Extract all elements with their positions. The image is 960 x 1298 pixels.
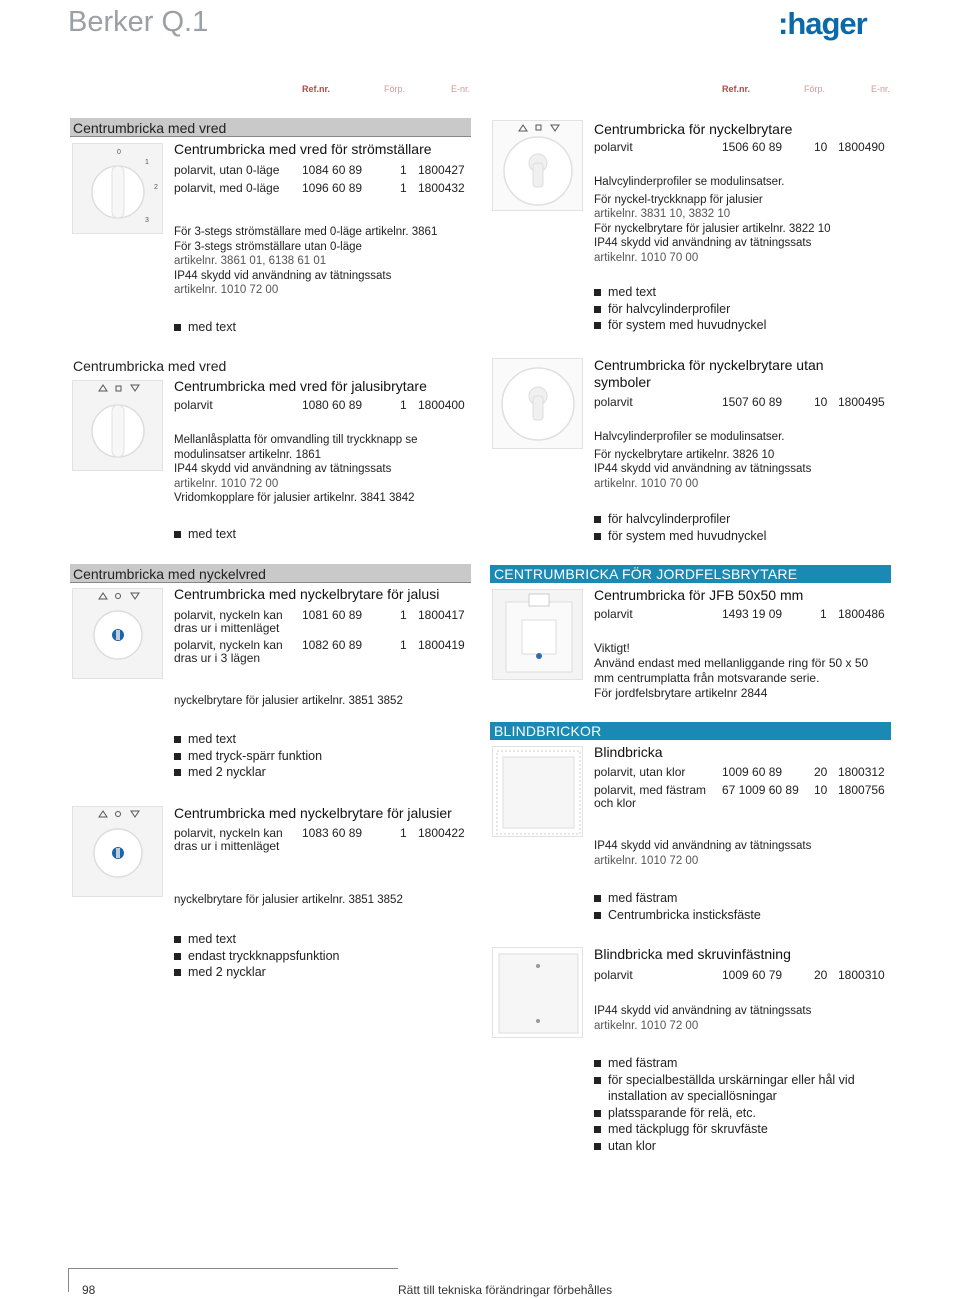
list-item: med text bbox=[174, 319, 236, 336]
section-header-blindbrickor: BLINDBRICKOR bbox=[490, 722, 891, 740]
product-image-vred-jalusi bbox=[72, 380, 163, 471]
product-image-blindbricka-skruv bbox=[492, 947, 583, 1038]
product-title: Centrumbricka för JFB 50x50 mm bbox=[594, 587, 804, 603]
product-title: Centrumbricka med nyckelbrytare för jalusi bbox=[174, 586, 440, 602]
table-row: polarvit, utan klor 1009 60 89 20 1800312 bbox=[594, 765, 885, 779]
table-row: polarvit, nyckeln kan dras ur i mittenläget 1081 60 89 1 1800417 bbox=[174, 608, 465, 635]
list-item: med fästram bbox=[594, 1055, 855, 1072]
product-title: Centrumbricka med vred för jalusibrytare bbox=[174, 378, 427, 394]
product-image-nyckelbrytare-utan-symboler bbox=[492, 358, 583, 449]
list-item: med fästram bbox=[594, 890, 761, 907]
product-title: Centrumbricka för nyckelbrytare utan symboler bbox=[594, 357, 824, 390]
feature-list bbox=[594, 1055, 855, 1154]
feature-list bbox=[174, 731, 322, 781]
table-row: polarvit, nyckeln kan dras ur i 3 lägen 1082 60 89 1 1800419 bbox=[174, 638, 465, 665]
table-row: polarvit 1493 19 09 1 1800486 bbox=[594, 607, 885, 621]
section-header-nyckelvred: Centrumbricka med nyckelvred bbox=[70, 564, 471, 583]
feature-list bbox=[594, 890, 761, 923]
table-row: polarvit 1507 60 89 10 1800495 bbox=[594, 395, 885, 409]
product-title: Centrumbricka med nyckelbrytare för jalusier bbox=[174, 805, 452, 821]
list-item: för halvcylinderprofiler bbox=[594, 511, 766, 528]
feature-list bbox=[174, 319, 236, 336]
list-item: Centrumbricka insticksfäste bbox=[594, 907, 761, 924]
product-notes: nyckelbrytare för jalusier artikelnr. 3851 3852 bbox=[174, 695, 403, 707]
page-title: Berker Q.1 bbox=[68, 6, 209, 38]
page-number: 98 bbox=[82, 1283, 96, 1297]
product-image-blindbricka bbox=[492, 746, 583, 837]
col-enr-right: E-nr. bbox=[871, 84, 891, 94]
product-notes: Halvcylinderprofiler se modulinsatser. För nyckelbrytare artikelnr. 3826 10 IP44 skydd vid användning av tätningssats artikelnr. 1010 70 00 bbox=[594, 431, 812, 490]
hager-logo: :hager bbox=[778, 6, 867, 41]
footer-divider bbox=[68, 1268, 69, 1292]
product-title: Centrumbricka med vred för strömställare bbox=[174, 141, 432, 157]
product-notes: Halvcylinderprofiler se modulinsatser. För nyckel-tryckknapp för jalusier artikelnr. 3831 10, 3832 10 För nyckelbrytare för jalusier artikelnr. 3822 10 IP44 skydd vid användning av tätningssats artikelnr. 1010 70 00 bbox=[594, 176, 831, 264]
list-item: med 2 nycklar bbox=[174, 964, 339, 981]
footer-text: Rätt till tekniska förändringar förbehålles bbox=[398, 1283, 613, 1297]
section-header-vred-2: Centrumbricka med vred bbox=[70, 356, 471, 375]
section-header-vred: Centrumbricka med vred bbox=[70, 118, 471, 137]
table-row: polarvit 1009 60 79 20 1800310 bbox=[594, 968, 885, 982]
list-item: för halvcylinderprofiler bbox=[594, 301, 766, 318]
table-row: polarvit 1506 60 89 10 1800490 bbox=[594, 140, 885, 154]
product-notes: Viktigt! Använd endast med mellanliggande ring för 50 x 50 mm centrumplatta från motsvarande serie. För jordfelsbrytare artikelnr 2844 bbox=[594, 641, 869, 700]
list-item: för system med huvudnyckel bbox=[594, 317, 766, 334]
col-ref: Ref.nr. bbox=[302, 84, 331, 94]
product-image-nyckelbrytare-jalusier bbox=[72, 806, 163, 897]
product-image-nyckelbrytare bbox=[492, 120, 583, 211]
product-title: Blindbricka bbox=[594, 744, 663, 760]
svg-text:1: 1 bbox=[145, 159, 149, 166]
feature-list bbox=[594, 284, 766, 334]
col-ref-right: Ref.nr. bbox=[722, 84, 751, 94]
col-enr: E-nr. bbox=[451, 84, 471, 94]
footer-line bbox=[68, 1268, 398, 1269]
feature-list bbox=[174, 526, 236, 543]
list-item: med text bbox=[174, 931, 339, 948]
product-notes: nyckelbrytare för jalusier artikelnr. 3851 3852 bbox=[174, 894, 403, 906]
table-row: polarvit, nyckeln kan dras ur i mittenläget 1083 60 89 1 1800422 bbox=[174, 826, 465, 853]
list-item: installation av speciallösningar bbox=[608, 1089, 777, 1103]
product-image-vred-stromstallare bbox=[72, 143, 163, 234]
svg-text:3: 3 bbox=[145, 217, 149, 224]
list-item: platssparande för relä, etc. bbox=[594, 1105, 855, 1122]
svg-text:2: 2 bbox=[154, 184, 158, 191]
product-notes: IP44 skydd vid användning av tätningssats artikelnr. 1010 72 00 bbox=[594, 840, 812, 867]
product-title: Centrumbricka för nyckelbrytare bbox=[594, 121, 793, 137]
product-image-nyckelvred bbox=[72, 588, 163, 679]
list-item: med text bbox=[594, 284, 766, 301]
product-image-jfb bbox=[492, 589, 583, 680]
list-item: med text bbox=[174, 731, 322, 748]
product-notes: Mellanlåsplatta för omvandling till tryckknapp se modulinsatser artikelnr. 1861 IP44 skydd vid användning av tätningssats artikelnr. 1010 72 00 Vridomkopplare för jalusier artikelnr. 3841 3842 bbox=[174, 434, 418, 504]
table-row: polarvit, med 0-läge 1096 60 89 1 1800432 bbox=[174, 181, 465, 195]
list-item: för system med huvudnyckel bbox=[594, 528, 766, 545]
product-notes: För 3-stegs strömställare med 0-läge artikelnr. 3861 För 3-stegs strömställare utan 0-läge artikelnr. 3861 01, 6138 61 01 IP44 skydd vid användning av tätningssats artikelnr. 1010 72 00 bbox=[174, 226, 438, 296]
feature-list bbox=[594, 511, 766, 544]
list-item: utan klor bbox=[594, 1138, 855, 1155]
list-item: med 2 nycklar bbox=[174, 764, 322, 781]
product-notes: IP44 skydd vid användning av tätningssats artikelnr. 1010 72 00 bbox=[594, 1005, 812, 1032]
col-forp-right: Förp. bbox=[804, 84, 826, 94]
feature-list bbox=[174, 931, 339, 981]
list-item: för specialbeställda urskärningar eller hål vid bbox=[594, 1072, 855, 1089]
product-title: Blindbricka med skruvinfästning bbox=[594, 946, 791, 962]
svg-text:0: 0 bbox=[117, 149, 121, 156]
table-row: polarvit 1080 60 89 1 1800400 bbox=[174, 398, 465, 412]
table-row: polarvit, utan 0-läge 1084 60 89 1 1800427 bbox=[174, 163, 465, 177]
table-row: polarvit, med fästram och klor 67 1009 60 89 10 1800756 bbox=[594, 783, 885, 810]
list-item: med tryck-spärr funktion bbox=[174, 748, 322, 765]
col-forp: Förp. bbox=[384, 84, 406, 94]
list-item: med täckplugg för skruvfäste bbox=[594, 1121, 855, 1138]
section-header-jordfelsbrytare: CENTRUMBRICKA FÖR JORDFELSBRYTARE bbox=[490, 565, 891, 583]
list-item: med text bbox=[174, 526, 236, 543]
list-item: endast tryckknappsfunktion bbox=[174, 948, 339, 965]
